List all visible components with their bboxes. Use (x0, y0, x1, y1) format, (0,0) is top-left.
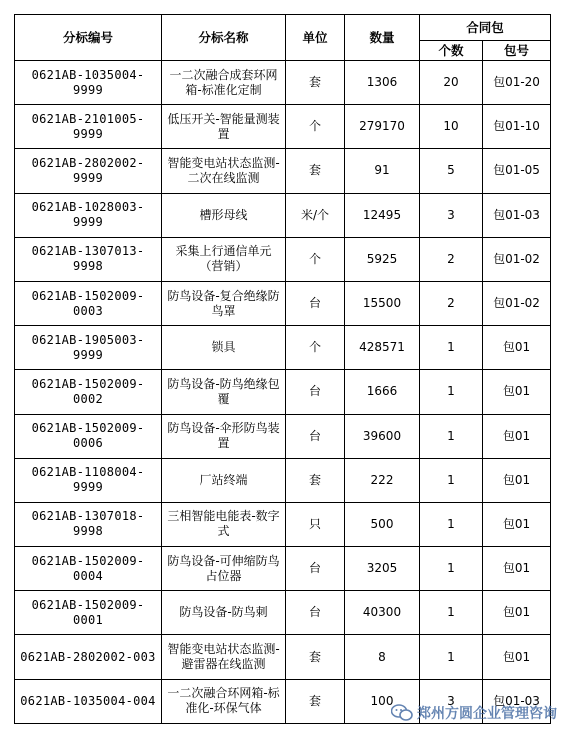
cell-name: 锁具 (162, 326, 286, 370)
cell-count: 1 (420, 414, 483, 458)
cell-name: 防鸟设备-复合绝缘防鸟罩 (162, 281, 286, 325)
cell-package-number: 包01 (483, 414, 551, 458)
cell-qty: 428571 (345, 326, 420, 370)
table-row (15, 61, 551, 105)
cell-count: 1 (420, 547, 483, 591)
cell-unit: 套 (286, 458, 345, 502)
cell-unit: 米/个 (286, 193, 345, 237)
cell-name: 防鸟设备-防鸟绝缘包覆 (162, 370, 286, 414)
cell-unit: 套 (286, 635, 345, 679)
table-row (15, 502, 551, 546)
cell-unit: 套 (286, 149, 345, 193)
cell-qty: 100 (345, 679, 420, 723)
cell-count: 3 (420, 679, 483, 723)
wechat-icon (391, 704, 413, 722)
cell-unit: 套 (286, 679, 345, 723)
cell-name: 三相智能电能表-数字式 (162, 502, 286, 546)
header-code: 分标编号 (15, 15, 162, 61)
cell-qty: 91 (345, 149, 420, 193)
cell-package-number: 包01-03 (483, 679, 551, 723)
cell-count: 1 (420, 458, 483, 502)
cell-name: 智能变电站状态监测-避雷器在线监测 (162, 635, 286, 679)
cell-count: 2 (420, 281, 483, 325)
cell-code: 0621AB-1028003-9999 (15, 193, 162, 237)
cell-code: 0621AB-1307013-9998 (15, 237, 162, 281)
cell-code: 0621AB-2101005-9999 (15, 105, 162, 149)
cell-name: 防鸟设备-伞形防鸟装置 (162, 414, 286, 458)
cell-code: 0621AB-1905003-9999 (15, 326, 162, 370)
cell-code: 0621AB-2802002-003 (15, 635, 162, 679)
cell-name: 厂站终端 (162, 458, 286, 502)
cell-package-number: 包01-02 (483, 281, 551, 325)
cell-unit: 台 (286, 281, 345, 325)
cell-package-number: 包01-10 (483, 105, 551, 149)
cell-name: 防鸟设备-可伸缩防鸟占位器 (162, 547, 286, 591)
cell-code: 0621AB-1035004-9999 (15, 61, 162, 105)
cell-code: 0621AB-1035004-004 (15, 679, 162, 723)
cell-count: 3 (420, 193, 483, 237)
cell-unit: 个 (286, 105, 345, 149)
cell-qty: 222 (345, 458, 420, 502)
table-row (15, 281, 551, 325)
cell-qty: 5925 (345, 237, 420, 281)
cell-unit: 个 (286, 326, 345, 370)
cell-code: 0621AB-1502009-0001 (15, 591, 162, 635)
cell-package-number: 包01 (483, 591, 551, 635)
cell-name: 采集上行通信单元（营销） (162, 237, 286, 281)
table-row (15, 370, 551, 414)
table-row (15, 414, 551, 458)
cell-qty: 1306 (345, 61, 420, 105)
cell-name: 一二次融合成套环网箱-标准化定制 (162, 61, 286, 105)
table-row (15, 326, 551, 370)
cell-code: 0621AB-1502009-0003 (15, 281, 162, 325)
cell-unit: 只 (286, 502, 345, 546)
cell-package-number: 包01-20 (483, 61, 551, 105)
cell-name: 防鸟设备-防鸟刺 (162, 591, 286, 635)
cell-unit: 台 (286, 591, 345, 635)
cell-unit: 个 (286, 237, 345, 281)
table-row (15, 237, 551, 281)
table-row (15, 635, 551, 679)
header-contract-package: 合同包 (420, 15, 551, 41)
cell-qty: 500 (345, 502, 420, 546)
header-count: 个数 (420, 41, 483, 61)
cell-qty: 12495 (345, 193, 420, 237)
watermark-text: 郑州方圆企业管理咨询 (417, 706, 557, 722)
cell-code: 0621AB-2802002-9999 (15, 149, 162, 193)
cell-name: 槽形母线 (162, 193, 286, 237)
cell-qty: 8 (345, 635, 420, 679)
cell-package-number: 包01-02 (483, 237, 551, 281)
table-row (15, 547, 551, 591)
cell-unit: 套 (286, 61, 345, 105)
cell-code: 0621AB-1502009-0004 (15, 547, 162, 591)
cell-qty: 40300 (345, 591, 420, 635)
cell-package-number: 包01-05 (483, 149, 551, 193)
cell-qty: 3205 (345, 547, 420, 591)
cell-code: 0621AB-1108004-9999 (15, 458, 162, 502)
cell-code: 0621AB-1307018-9998 (15, 502, 162, 546)
cell-count: 1 (420, 635, 483, 679)
table-body (15, 61, 551, 724)
cell-qty: 39600 (345, 414, 420, 458)
cell-package-number: 包01 (483, 458, 551, 502)
cell-name: 一二次融合环网箱-标准化-环保气体 (162, 679, 286, 723)
header-name: 分标名称 (162, 15, 286, 61)
watermark (391, 703, 557, 723)
cell-count: 20 (420, 61, 483, 105)
cell-count: 5 (420, 149, 483, 193)
cell-package-number: 包01 (483, 370, 551, 414)
cell-count: 1 (420, 370, 483, 414)
cell-count: 1 (420, 591, 483, 635)
cell-count: 1 (420, 326, 483, 370)
cell-count: 10 (420, 105, 483, 149)
cell-package-number: 包01 (483, 635, 551, 679)
cell-package-number: 包01-03 (483, 193, 551, 237)
cell-count: 1 (420, 502, 483, 546)
table-row (15, 591, 551, 635)
table-row (15, 458, 551, 502)
cell-qty: 1666 (345, 370, 420, 414)
cell-code: 0621AB-1502009-0006 (15, 414, 162, 458)
header-unit: 单位 (286, 15, 345, 61)
table-row (15, 105, 551, 149)
cell-qty: 279170 (345, 105, 420, 149)
cell-unit: 台 (286, 547, 345, 591)
cell-count: 2 (420, 237, 483, 281)
cell-name: 低压开关-智能量测装置 (162, 105, 286, 149)
cell-package-number: 包01 (483, 326, 551, 370)
cell-unit: 台 (286, 370, 345, 414)
header-package-number: 包号 (483, 41, 551, 61)
table-row (15, 193, 551, 237)
cell-code: 0621AB-1502009-0002 (15, 370, 162, 414)
cell-package-number: 包01 (483, 547, 551, 591)
cell-qty: 15500 (345, 281, 420, 325)
bid-table (14, 14, 551, 724)
cell-unit: 台 (286, 414, 345, 458)
table-row (15, 149, 551, 193)
header-qty: 数量 (345, 15, 420, 61)
cell-package-number: 包01 (483, 502, 551, 546)
cell-name: 智能变电站状态监测-二次在线监测 (162, 149, 286, 193)
